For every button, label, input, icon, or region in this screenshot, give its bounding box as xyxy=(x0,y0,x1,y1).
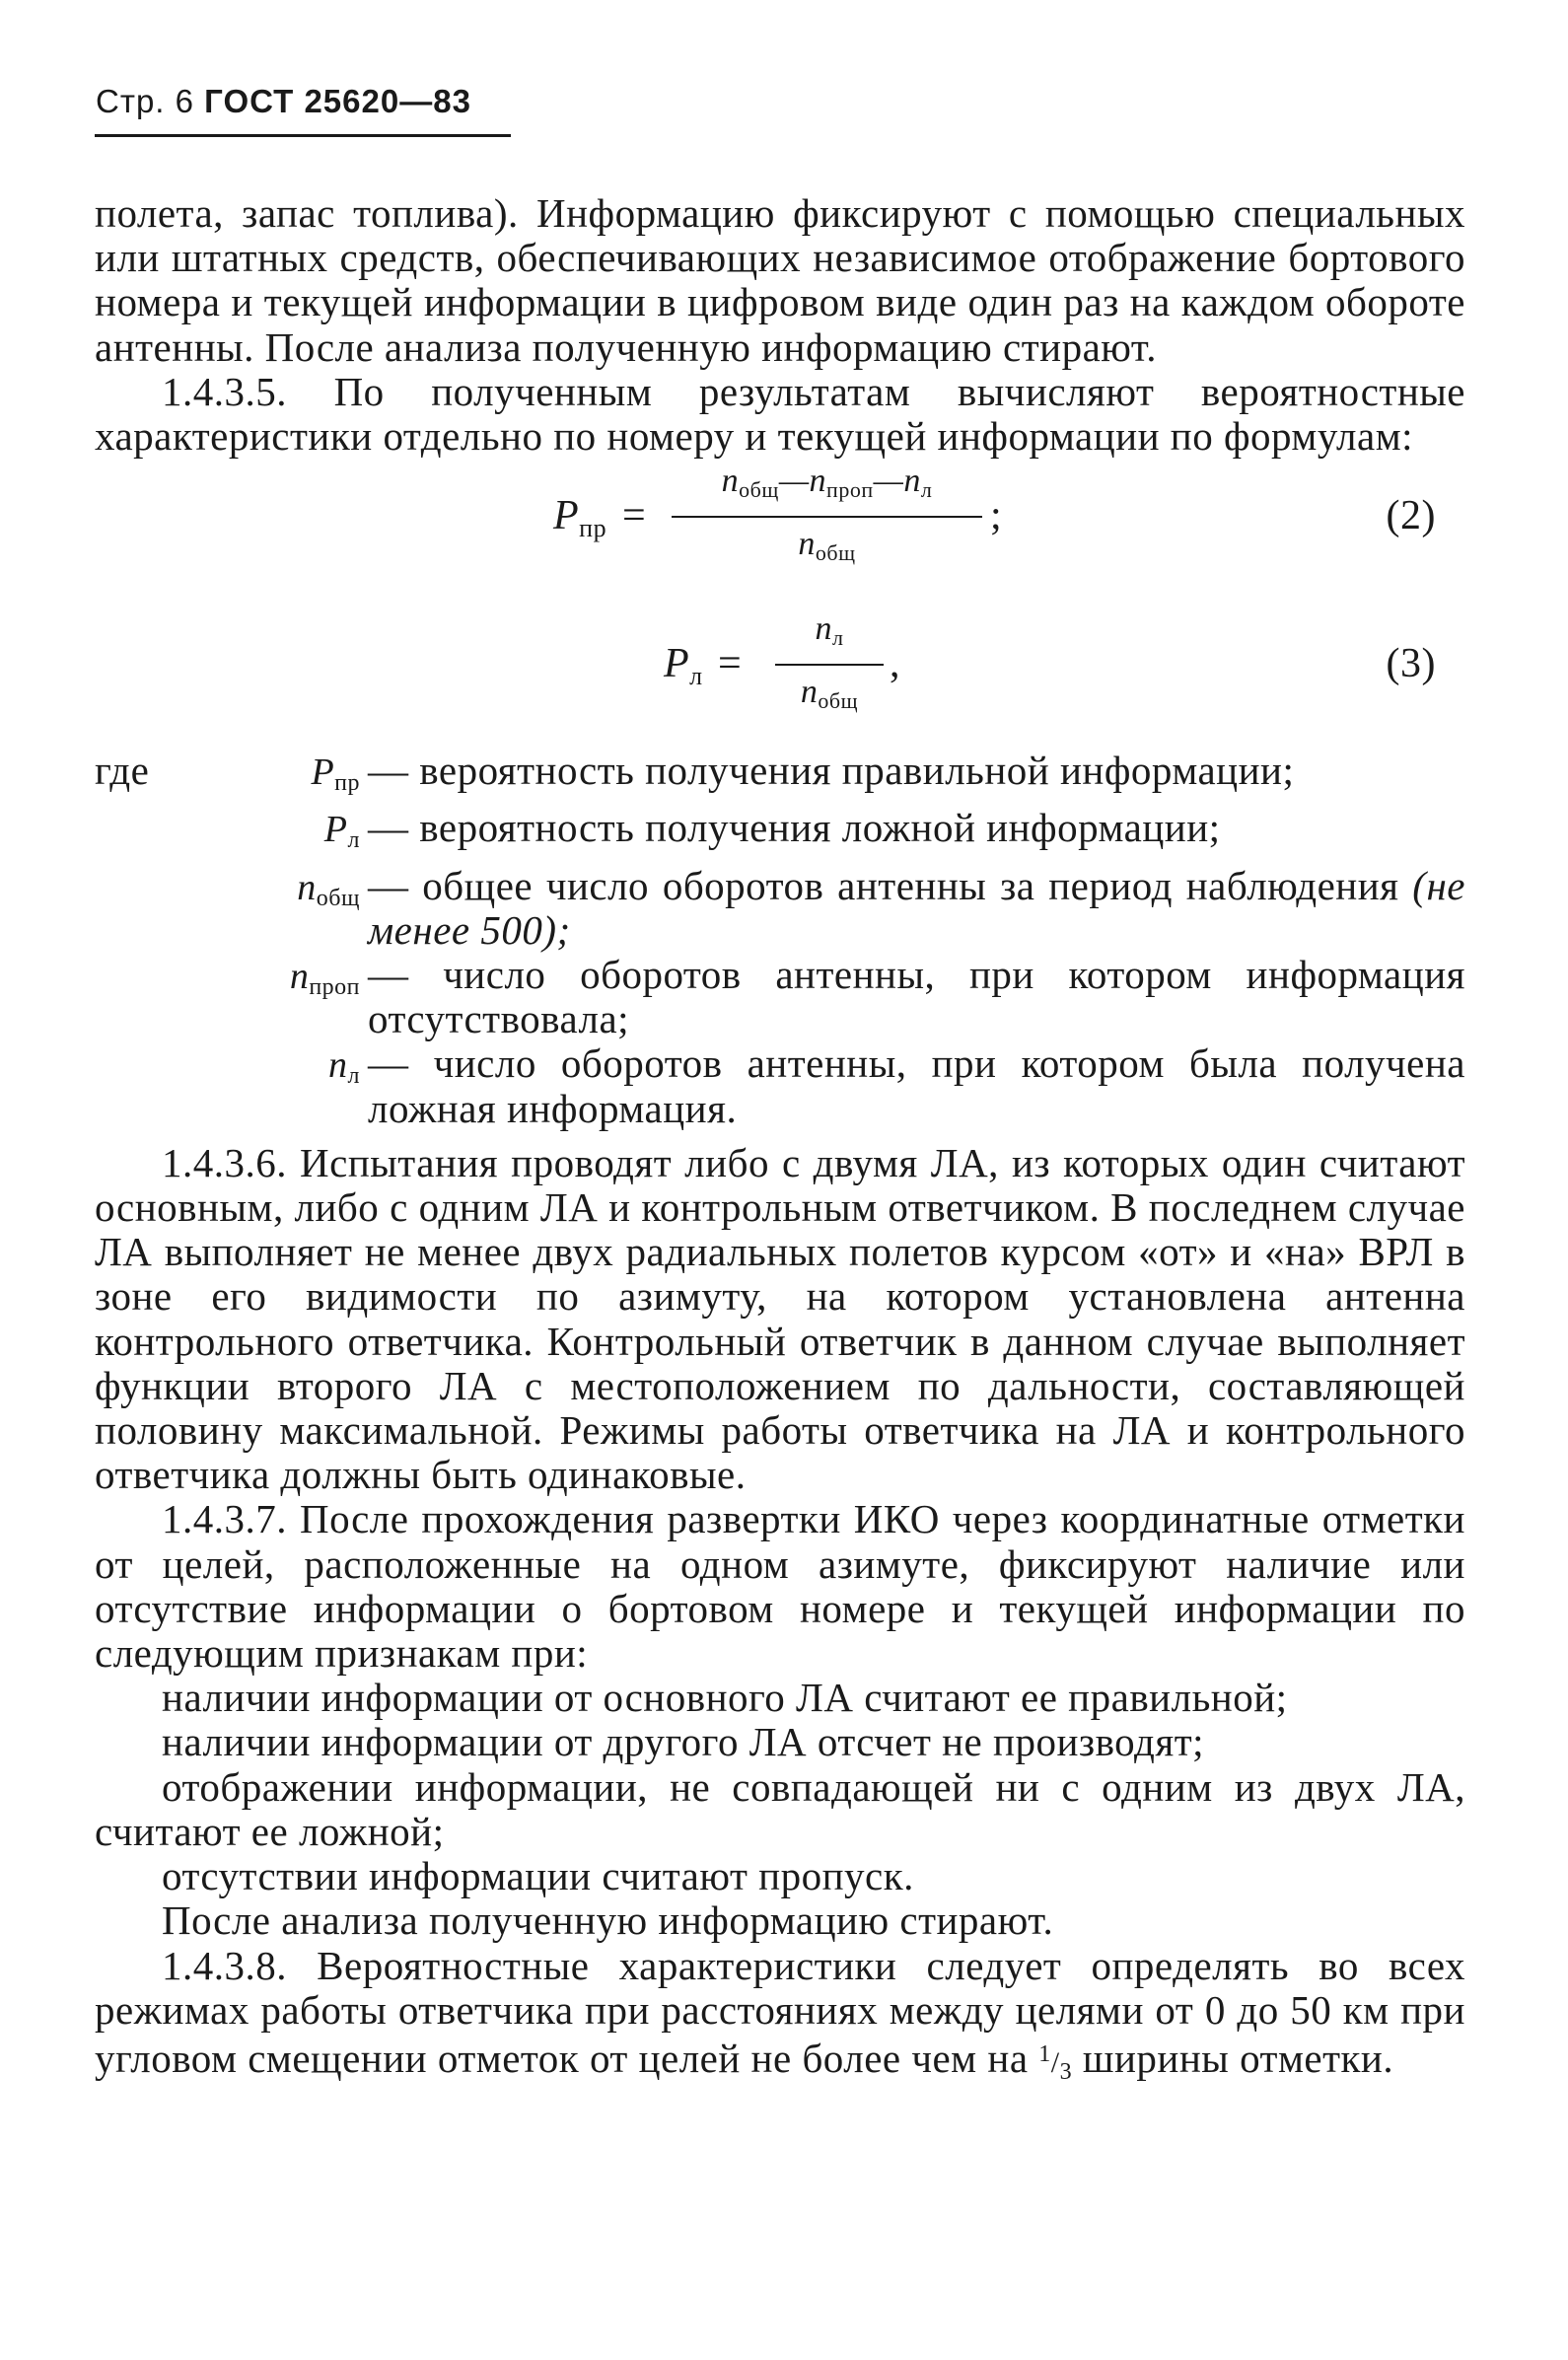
paragraph-1-4-3-6: 1.4.3.6. Испытания проводят либо с двумя ЛА, из которых один считают основным, либо с одним ЛА и контрольным ответчиком. В последнем случае ЛА выполняет не менее двух радиальных полетов курсом «от» и «на» ВРЛ в зоне его видимости по азимуту, на котором установлена антенна контрольного ответчика. Контрольный ответчик в данном случае выполняет функции второго ЛА с местоположением по дальности, составляющей половину максимальной. Режимы работы ответчика на ЛА и контрольного ответчика должны быть одинаковые. xyxy=(95,1139,1465,1498)
definition-text: — общее число оборотов антенны за период наблюдения (не менее 500); xyxy=(368,862,1465,953)
definition-symbol: $n_л$ xyxy=(328,1044,360,1090)
definition-text: — вероятность получения правильной информации; xyxy=(368,748,1295,794)
definition-row xyxy=(95,749,1465,806)
formula-2-number: (2) xyxy=(1386,493,1436,539)
where-word: где xyxy=(95,748,150,794)
formula-2-denominator: $n_{общ}$ xyxy=(798,526,856,566)
definition-row xyxy=(95,953,1465,1041)
formula-2 xyxy=(95,459,1465,607)
body-text xyxy=(95,191,1465,2095)
criterion-missing: отсутствии информации считают пропуск. xyxy=(162,1853,914,1899)
page-number: Стр. 6 xyxy=(96,83,194,119)
definition-text: — число оборотов антенны, при котором информация отсутствовала; xyxy=(368,952,1465,1042)
definition-row xyxy=(95,864,1465,953)
formula-2-equals: = xyxy=(622,493,647,539)
definition-row xyxy=(95,806,1465,863)
definition-symbol: $P_л$ xyxy=(323,809,360,854)
definition-text: — число оборотов антенны, при котором была получена ложная информация. xyxy=(368,1040,1465,1131)
formula-2-semicolon: ; xyxy=(990,493,1003,539)
paragraph-1-4-3-7: 1.4.3.7. После прохождения развертки ИКО через координатные отметки от целей, расположенные на одном азимуте, фиксируют наличие или отсутствие информации о бортовом номере и текущей информации по следующим признакам при: xyxy=(95,1496,1465,1677)
paragraph-1-4-3-5: 1.4.3.5. По полученным результатам вычисляют вероятностные характеристики отдельно по номеру и текущей информации по формулам: xyxy=(95,368,1465,460)
paragraph-1-4-3-8: 1.4.3.8. Вероятностные характеристики следует определять во всех режимах работы ответчика при расстояниях между целями от 0 до 50 км при угловом смещении отметок от целей не более чем на $^1/_3$ ширины отметки. xyxy=(95,1942,1465,2085)
definition-symbol: $n_{общ}$ xyxy=(297,866,360,911)
formula-3-numerator: $n_л$ xyxy=(815,610,844,651)
formula-2-numerator: $n_{общ}—n_{проп}—n_л$ xyxy=(721,463,933,503)
definition-text: — вероятность получения ложной информации; xyxy=(368,805,1221,851)
definition-symbol: где $P_{пр}$ xyxy=(95,748,360,797)
paragraph-continuation: полета, запас топлива). Информацию фиксируют с помощью специальных или штатных средств, обеспечивающих независимое отображение бортового номера и текущей информации в цифровом виде один раз на каждом обороте антенны. После анализа полученную информацию стирают. xyxy=(95,190,1465,370)
formula-3-lhs: $P_л$ xyxy=(664,641,703,691)
formula-3 xyxy=(95,607,1465,743)
criterion-false: отображении информации, не совпадающей ни с одним из двух ЛА, считают ее ложной; xyxy=(95,1763,1465,1854)
page-header xyxy=(96,83,471,120)
formula-3-equals: = xyxy=(718,641,743,687)
symbol-definitions xyxy=(95,749,1465,1131)
formula-2-fraction xyxy=(672,459,982,575)
criterion-main: наличии информации от основного ЛА считают ее правильной; xyxy=(162,1675,1288,1721)
header-rule xyxy=(95,134,511,137)
standard-id: ГОСТ 25620—83 xyxy=(204,83,471,119)
definition-row xyxy=(95,1041,1465,1130)
after-analysis: После анализа полученную информацию стирают. xyxy=(162,1897,1054,1944)
formula-3-number: (3) xyxy=(1386,641,1436,687)
formula-3-denominator: $n_{общ}$ xyxy=(800,674,859,714)
definition-symbol: $n_{проп}$ xyxy=(289,956,360,1001)
criterion-other: наличии информации от другого ЛА отсчет не производят; xyxy=(162,1719,1205,1765)
one-third-fraction: $^1/_3$ xyxy=(1038,2040,1073,2085)
formula-3-fraction xyxy=(775,607,884,723)
formula-2-lhs: $P_{пр}$ xyxy=(553,493,607,543)
formula-3-comma: , xyxy=(890,641,900,687)
